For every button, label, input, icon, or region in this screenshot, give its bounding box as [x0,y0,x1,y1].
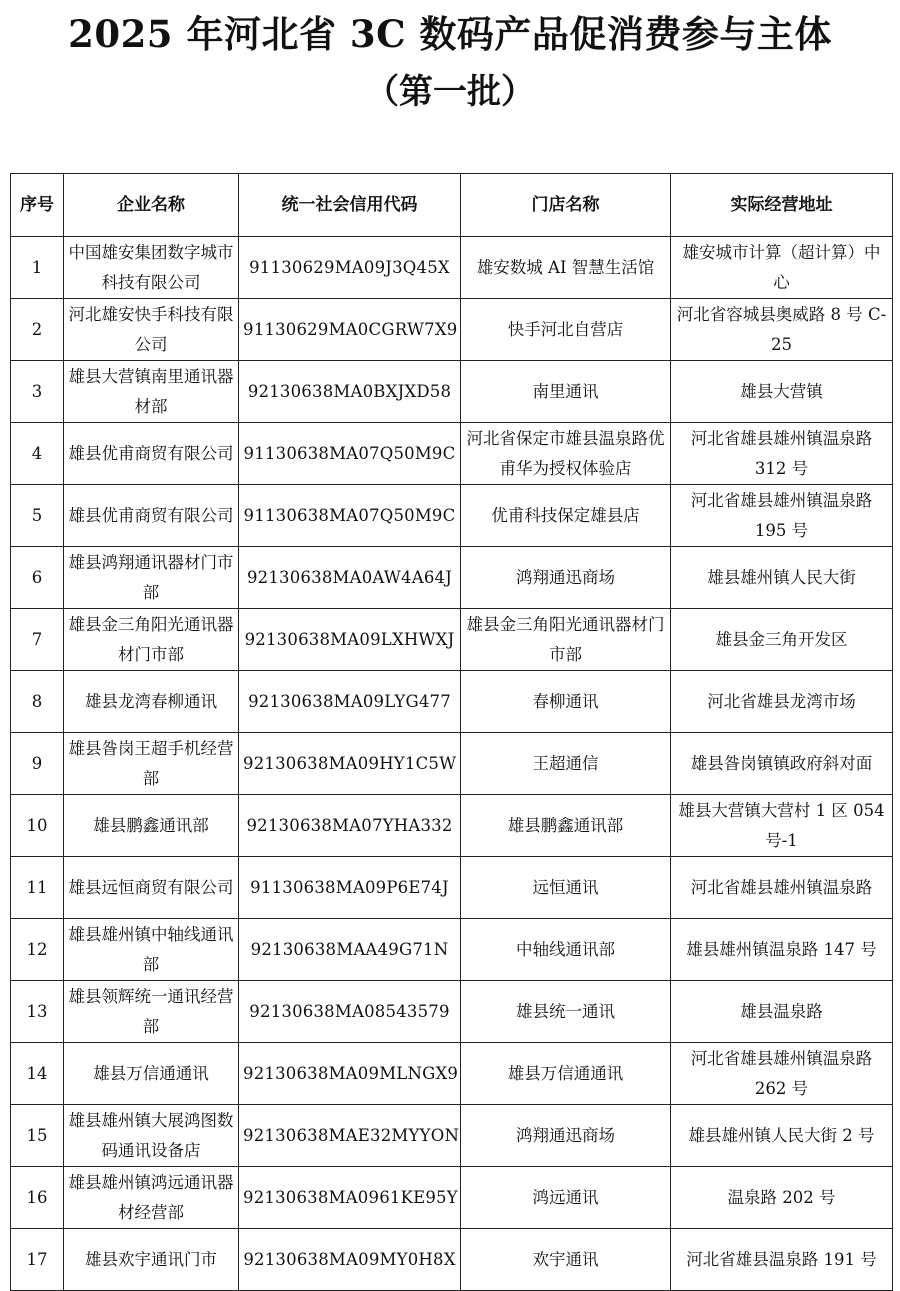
company-name: 雄县远恒商贸有限公司 [64,857,239,919]
company-name: 雄县大营镇南里通讯器材部 [64,361,239,423]
table-header-row [11,174,893,237]
table-row [11,1229,893,1291]
row-index: 6 [11,547,64,609]
business-address: 河北省雄县温泉路 191 号 [671,1229,893,1291]
company-name: 中国雄安集团数字城市科技有限公司 [64,237,239,299]
header-company: 企业名称 [64,174,239,237]
credit-code: 92130638MA0AW4A64J [239,547,461,609]
credit-code: 92130638MA09MY0H8X [239,1229,461,1291]
business-address: 河北省容城县奥威路 8 号 C-25 [671,299,893,361]
table-row [11,1167,893,1229]
table-row [11,671,893,733]
row-index: 12 [11,919,64,981]
business-address: 河北省雄县雄州镇温泉路 195 号 [671,485,893,547]
company-name: 雄县鸿翔通讯器材门市部 [64,547,239,609]
row-index: 1 [11,237,64,299]
row-index: 9 [11,733,64,795]
credit-code: 92130638MA09HY1C5W [239,733,461,795]
store-name: 中轴线通讯部 [461,919,671,981]
table-row [11,237,893,299]
store-name: 河北省保定市雄县温泉路优甫华为授权体验店 [461,423,671,485]
table-body [11,237,893,1291]
row-index: 8 [11,671,64,733]
row-index: 2 [11,299,64,361]
company-name: 雄县龙湾春柳通讯 [64,671,239,733]
credit-code: 92130638MA08543579 [239,981,461,1043]
credit-code: 92130638MA0BXJXD58 [239,361,461,423]
store-name: 南里通讯 [461,361,671,423]
business-address: 河北省雄县龙湾市场 [671,671,893,733]
company-name: 雄县优甫商贸有限公司 [64,423,239,485]
business-address: 温泉路 202 号 [671,1167,893,1229]
row-index: 3 [11,361,64,423]
table-row [11,485,893,547]
credit-code: 91130638MA09P6E74J [239,857,461,919]
store-name: 鸿远通讯 [461,1167,671,1229]
table-row [11,1105,893,1167]
credit-code: 92130638MA09LXHWXJ [239,609,461,671]
business-address: 雄安城市计算（超计算）中心 [671,237,893,299]
header-address: 实际经营地址 [671,174,893,237]
credit-code: 92130638MA09LYG477 [239,671,461,733]
company-name: 雄县优甫商贸有限公司 [64,485,239,547]
store-name: 雄安数城 AI 智慧生活馆 [461,237,671,299]
store-name: 雄县鹏鑫通讯部 [461,795,671,857]
store-name: 春柳通讯 [461,671,671,733]
row-index: 15 [11,1105,64,1167]
business-address: 雄县大营镇 [671,361,893,423]
store-name: 雄县统一通讯 [461,981,671,1043]
table-row [11,609,893,671]
business-address: 雄县雄州镇人民大街 2 号 [671,1105,893,1167]
credit-code: 92130638MA07YHA332 [239,795,461,857]
company-name: 雄县雄州镇中轴线通讯部 [64,919,239,981]
store-name: 雄县金三角阳光通讯器材门市部 [461,609,671,671]
row-index: 13 [11,981,64,1043]
company-name: 雄县万信通通讯 [64,1043,239,1105]
store-name: 雄县万信通通讯 [461,1043,671,1105]
store-name: 欢宇通讯 [461,1229,671,1291]
company-name: 河北雄安快手科技有限公司 [64,299,239,361]
row-index: 17 [11,1229,64,1291]
document-subtitle: （第一批） [365,72,535,112]
header-store: 门店名称 [461,174,671,237]
store-name: 鸿翔通迅商场 [461,547,671,609]
table-row [11,733,893,795]
credit-code: 92130638MAA49G71N [239,919,461,981]
row-index: 5 [11,485,64,547]
business-address: 雄县金三角开发区 [671,609,893,671]
row-index: 10 [11,795,64,857]
credit-code: 92130638MA0961KE95Y [239,1167,461,1229]
business-address: 雄县温泉路 [671,981,893,1043]
row-index: 16 [11,1167,64,1229]
table-row [11,361,893,423]
business-address: 雄县雄州镇人民大街 [671,547,893,609]
company-name: 雄县领辉统一通讯经营部 [64,981,239,1043]
table-row [11,795,893,857]
table-row [11,857,893,919]
header-index: 序号 [11,174,64,237]
company-name: 雄县雄州镇鸿远通讯器材经营部 [64,1167,239,1229]
row-index: 11 [11,857,64,919]
table-row [11,981,893,1043]
table-row [11,919,893,981]
company-name: 雄县金三角阳光通讯器材门市部 [64,609,239,671]
credit-code: 91130629MA0CGRW7X9 [239,299,461,361]
company-name: 雄县昝岗王超手机经营部 [64,733,239,795]
business-address: 雄县昝岗镇镇政府斜对面 [671,733,893,795]
credit-code: 91130638MA07Q50M9C [239,485,461,547]
credit-code: 92130638MAE32MYYON [239,1105,461,1167]
header-code: 统一社会信用代码 [239,174,461,237]
company-name: 雄县鹏鑫通讯部 [64,795,239,857]
table-row [11,423,893,485]
table-row [11,547,893,609]
row-index: 7 [11,609,64,671]
credit-code: 91130629MA09J3Q45X [239,237,461,299]
business-address: 河北省雄县雄州镇温泉路 312 号 [671,423,893,485]
business-address: 河北省雄县雄州镇温泉路 262 号 [671,1043,893,1105]
table-row [11,1043,893,1105]
business-address: 雄县雄州镇温泉路 147 号 [671,919,893,981]
business-address: 河北省雄县雄州镇温泉路 [671,857,893,919]
credit-code: 92130638MA09MLNGX9 [239,1043,461,1105]
participants-table [10,173,893,1291]
row-index: 14 [11,1043,64,1105]
row-index: 4 [11,423,64,485]
store-name: 快手河北自营店 [461,299,671,361]
document-title: 2025 年河北省 3C 数码产品促消费参与主体 [68,12,832,56]
credit-code: 91130638MA07Q50M9C [239,423,461,485]
store-name: 远恒通讯 [461,857,671,919]
store-name: 鸿翔通迅商场 [461,1105,671,1167]
table-row [11,299,893,361]
business-address: 雄县大营镇大营村 1 区 054 号-1 [671,795,893,857]
company-name: 雄县欢宇通讯门市 [64,1229,239,1291]
company-name: 雄县雄州镇大展鸿图数码通讯设备店 [64,1105,239,1167]
store-name: 王超通信 [461,733,671,795]
store-name: 优甫科技保定雄县店 [461,485,671,547]
